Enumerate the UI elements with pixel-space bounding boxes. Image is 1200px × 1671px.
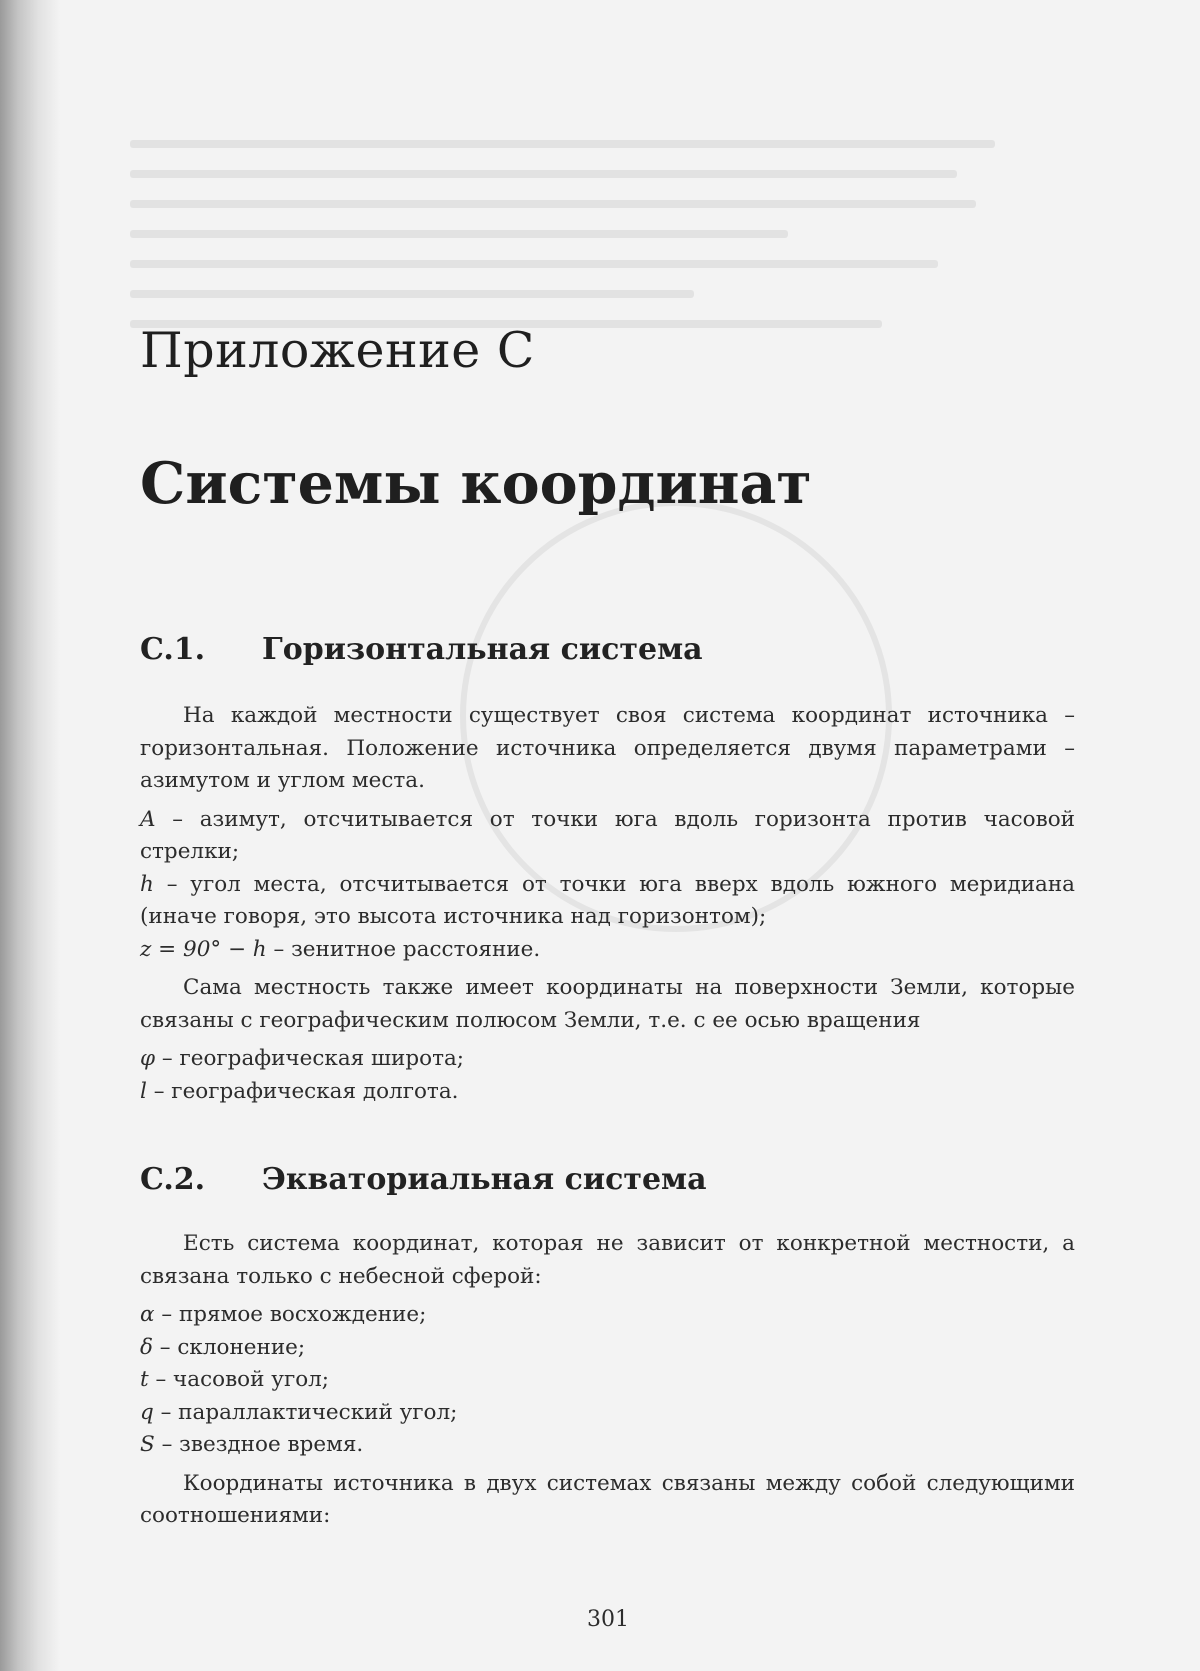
chapter-title: Системы координат — [140, 450, 812, 517]
section-title: Горизонтальная система — [262, 632, 703, 667]
definition-item — [140, 1429, 1075, 1462]
symbol: δ — [140, 1334, 153, 1360]
definition-item — [140, 1076, 1075, 1109]
definition-text: – параллактический угол; — [153, 1399, 458, 1425]
definition-item — [140, 1397, 1075, 1430]
symbol: t — [140, 1367, 149, 1392]
definition-item — [140, 1043, 1075, 1076]
paragraph: На каждой местности существует своя система координат источника – горизонтальная. Положение источника определяется двумя параметрами – азимутом и углом места. — [140, 703, 1075, 793]
definition-item — [140, 1364, 1075, 1397]
definition-item — [140, 1299, 1075, 1332]
paragraph: Есть система координат, которая не зависит от конкретной местности, а связана только с небесной сферой: — [140, 1231, 1075, 1289]
definition-text: – угол места, отсчитывается от точки юга вверх вдоль южного меридиана (иначе говоря, это высота источника над горизонтом); — [140, 871, 1075, 929]
symbol: h — [140, 871, 154, 897]
symbol: q — [140, 1399, 154, 1425]
definition-text: – географическая широта; — [155, 1046, 465, 1071]
section-number: C.2. — [140, 1162, 206, 1197]
definition-text: – зенитное расстояние. — [266, 936, 541, 962]
definition-text: – азимут, отсчитывается от точки юга вдоль горизонта против часовой стрелки; — [140, 806, 1075, 864]
section-heading-1 — [140, 632, 703, 667]
symbol: φ — [140, 1046, 156, 1071]
page-number: 301 — [587, 1607, 629, 1632]
definition-text: – часовой угол; — [148, 1367, 330, 1392]
section-heading-2 — [140, 1162, 707, 1197]
paragraph: Сама местность также имеет координаты на поверхности Земли, которые связаны с географическим полюсом Земли, т.е. с ее осью вращения — [140, 975, 1075, 1033]
section-title: Экваториальная система — [262, 1162, 707, 1197]
paragraph: Координаты источника в двух системах связаны между собой следующими соотношениями: — [140, 1470, 1075, 1528]
definition-item — [140, 934, 1075, 967]
book-spine-shadow — [0, 0, 60, 1671]
symbol: S — [140, 1432, 155, 1457]
definition-item — [140, 869, 1075, 934]
symbol: l — [140, 1078, 147, 1104]
section-2-body — [140, 1228, 1075, 1533]
appendix-title: Приложение C — [140, 322, 535, 379]
definition-text: – склонение; — [152, 1334, 306, 1360]
definition-item — [140, 1332, 1075, 1365]
symbol: α — [140, 1302, 155, 1327]
definition-text: – прямое восхождение; — [154, 1302, 427, 1327]
section-number: C.1. — [140, 632, 206, 667]
definition-item — [140, 804, 1075, 869]
book-page — [140, 0, 1075, 1671]
definition-text: – звездное время. — [154, 1432, 364, 1457]
formula: z = 90° − h — [140, 936, 267, 962]
section-1-body — [140, 700, 1075, 1108]
symbol: A — [140, 806, 156, 832]
definition-text: – географическая долгота. — [146, 1078, 459, 1104]
